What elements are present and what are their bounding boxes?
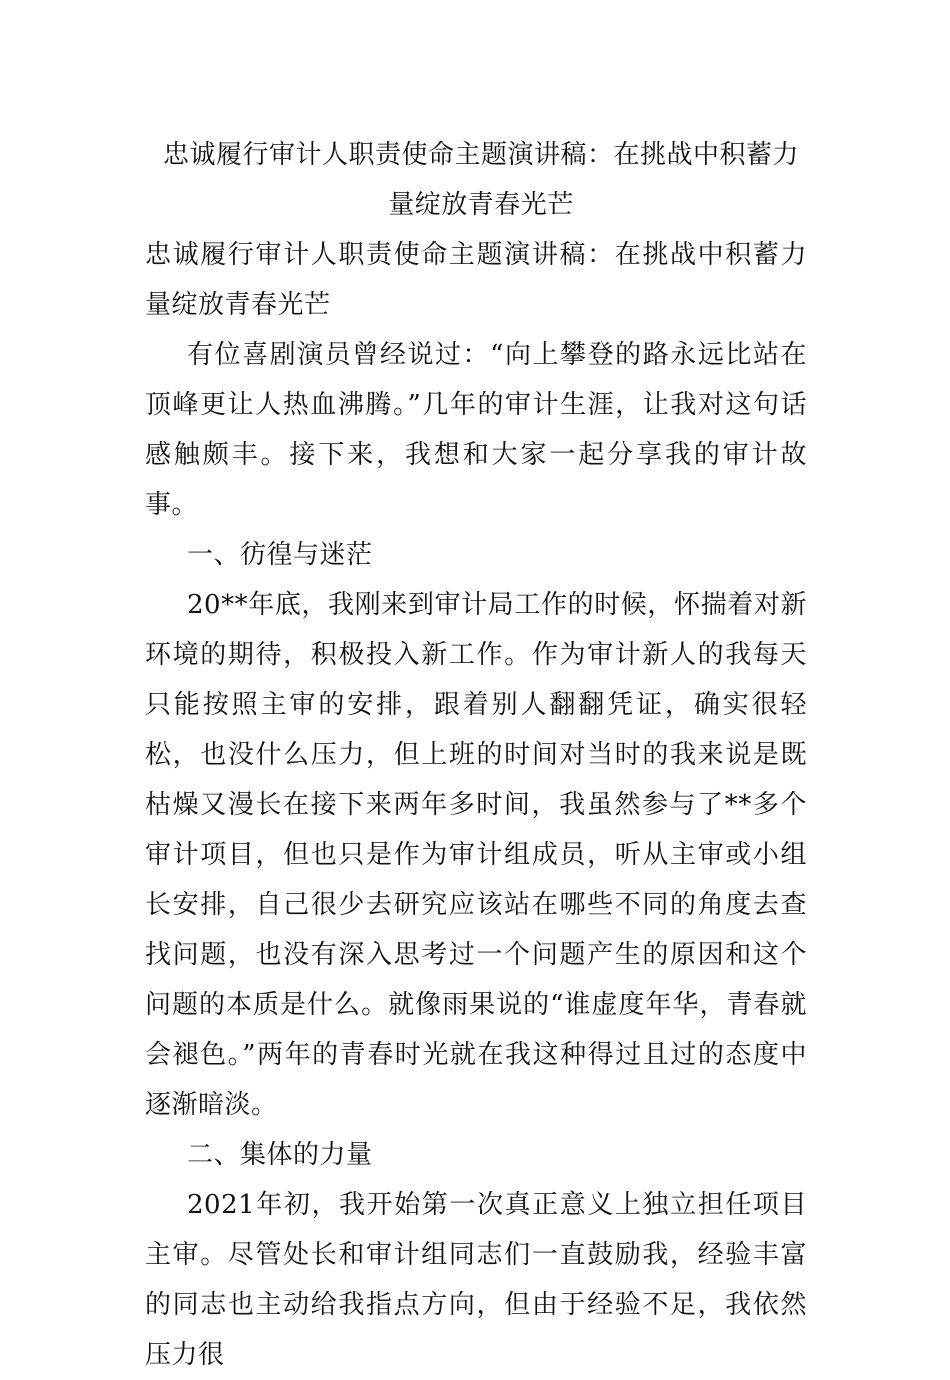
section-2-paragraph: 2021年初，我开始第一次真正意义上独立担任项目主审。尽管处长和审计组同志们一直鼓励我，经验丰富的同志也主动给我指点方向，但由于经验不足，我依然压力很 (145, 1190, 807, 1370)
section-heading-2: 二、集体的力量 (187, 1140, 373, 1170)
intro-paragraph: 有位喜剧演员曾经说过：“向上攀登的路永远比站在顶峰更让人热血沸腾。”几年的审计生涯，让我对这句话感触颇丰。接下来，我想和大家一起分享我的审计故事。 (145, 340, 807, 520)
document-title-repeat: 忠诚履行审计人职责使命主题演讲稿：在挑战中积蓄力量绽放青春光芒 (145, 240, 807, 320)
section-heading-1: 一、彷徨与迷茫 (187, 540, 373, 570)
document-title: 忠诚履行审计人职责使命主题演讲稿：在挑战中积蓄力量绽放青春光芒 (162, 140, 799, 220)
document-body (145, 130, 807, 1380)
section-1-paragraph: 20**年底，我刚来到审计局工作的时候，怀揣着对新环境的期待，积极投入新工作。作为审计新人的我每天只能按照主审的安排，跟着别人翻翻凭证，确实很轻松，也没什么压力，但上班的时间对当时的我来说是既枯燥又漫长在接下来两年多时间，我虽然参与了**多个审计项目，但也只是作为审计组成员，听从主审或小组长安排，自己很少去研究应该站在哪些不同的角度去查找问题，也没有深入思考过一个问题产生的原因和这个问题的本质是什么。就像雨果说的“谁虚度年华，青春就会褪色。”两年的青春时光就在我这种得过且过的态度中逐渐暗淡。 (145, 590, 807, 1120)
